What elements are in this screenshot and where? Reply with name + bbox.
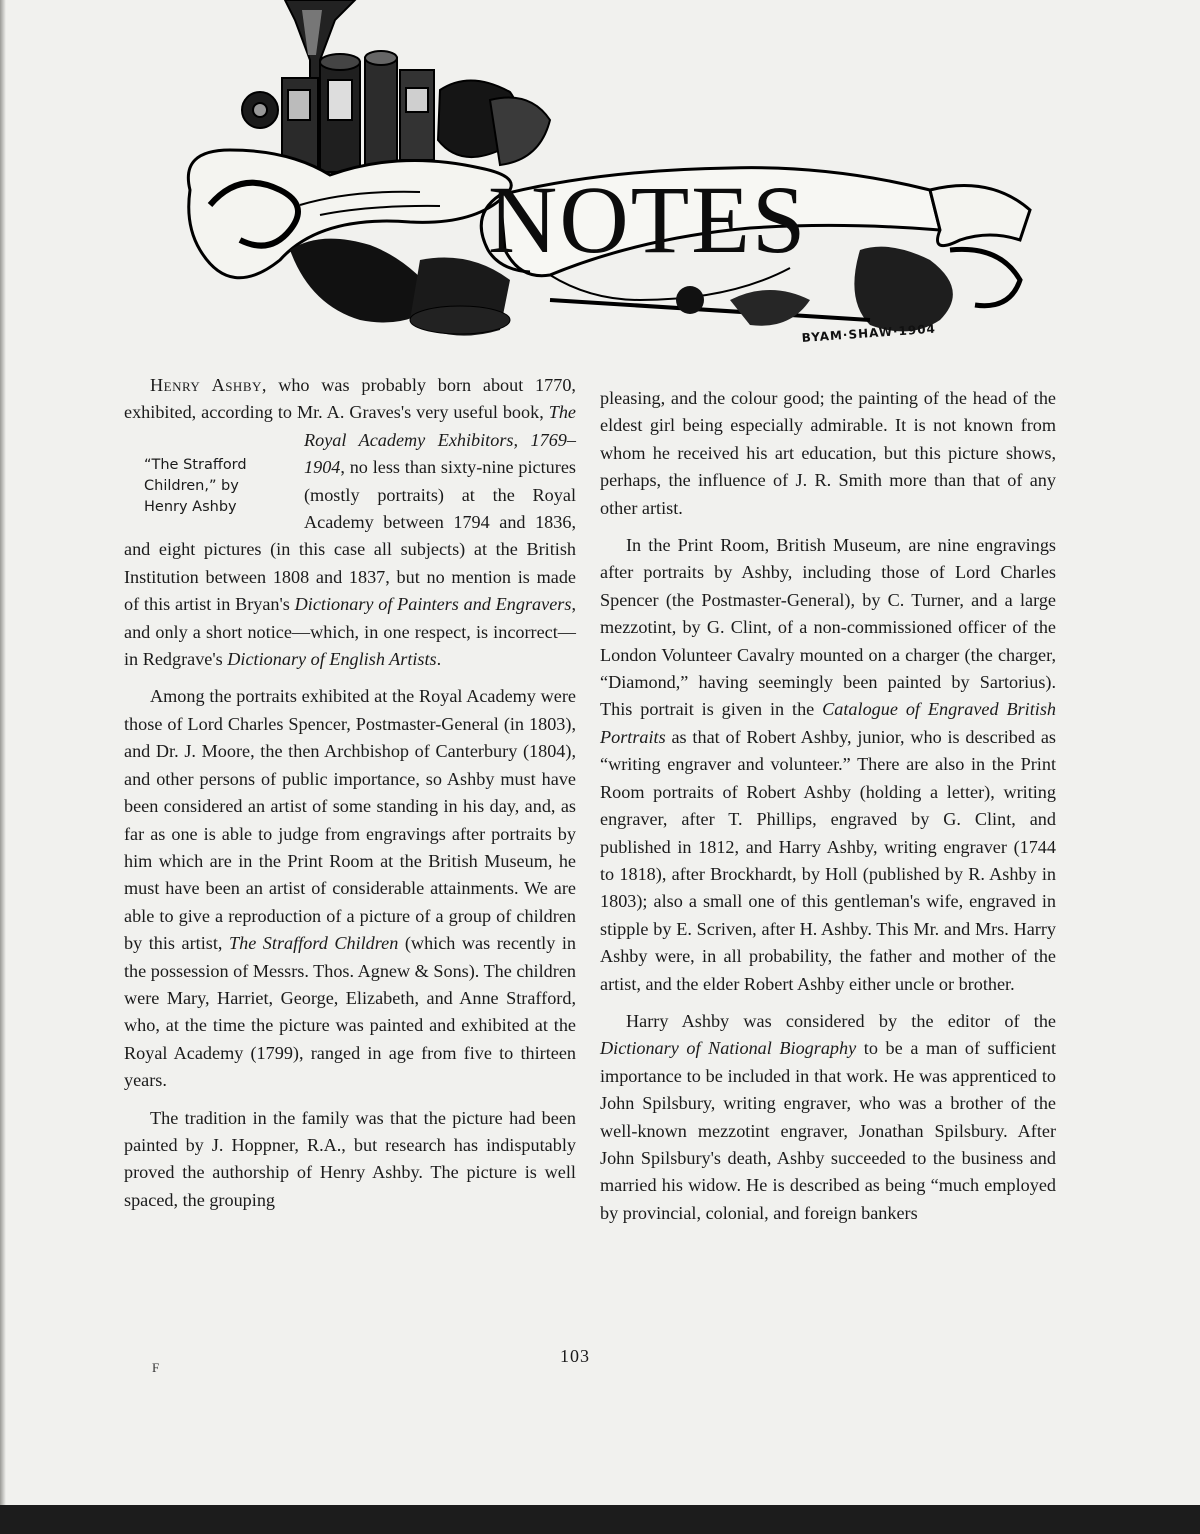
headpiece-illustration xyxy=(170,0,1050,360)
sidenote-caption xyxy=(144,455,284,518)
left-paragraph-3: The tradition in the family was that the picture had been painted by J. Hoppner, R.A., but research has indisputably proved the authorship of Henry Ashby. The picture is well spaced, the grouping xyxy=(124,1107,576,1210)
sidenote-line: Children,” by xyxy=(144,477,239,494)
left-paragraph-2 xyxy=(124,683,576,1094)
artist-signature: BYAM·SHAW·1904 xyxy=(801,321,937,345)
painting-title: The Strafford Children xyxy=(228,933,399,954)
left-paragraph-1 xyxy=(124,372,576,673)
scan-edge-shadow xyxy=(0,1505,1200,1534)
right-paragraph-2 xyxy=(600,532,1056,998)
text-run: (which was recently in the possession of Messrs. Thos. Agnew & Sons). The children were Mary, Harriet, George, Elizabeth, and Anne Strafford, who, at the time the picture was painted and exhibited at the Royal Academy (1799), ranged in age from five to thirteen years. xyxy=(124,933,576,1091)
text-run: In the Print Room, British Museum, are nine engravings after portraits by Ashby, including those of Lord Charles Spencer (the Postmaster-General), by C. Turner, and a large mezzotint, by G. Clint, of a non-commissioned officer of the London Volunteer Cavalry mounted on a charger (the charger, “Diamond,” having seemingly been painted by Sartorius). This portrait is given in the xyxy=(600,535,1056,720)
sidenote-line: “The Strafford xyxy=(144,456,247,473)
book-title: The Royal Academy Exhibitors, 1769–1904 xyxy=(304,402,576,478)
notes-title: NOTES xyxy=(488,166,808,273)
left-column xyxy=(124,372,576,1214)
text-run: Among the portraits exhibited at the Royal Academy were those of Lord Charles Spencer, Postmaster-General (in 1803), and Dr. J. Moore, the then Archbishop of Canterbury (1804), and other persons of public importance, so Ashby must have been considered an artist of some standing in his day, and, as far as one is able to judge from engravings after portraits by him which are in the Print Room at the British Museum, he must have been an artist of considerable attainments. We are able to give a reproduction of a picture of a group of children by this artist, xyxy=(124,686,576,954)
page-number: 103 xyxy=(560,1346,590,1366)
sidenote-line: Henry Ashby xyxy=(144,498,237,515)
notes-headpiece xyxy=(170,0,1050,360)
printer-signature-mark: F xyxy=(152,1360,160,1375)
banner-scroll-right xyxy=(930,186,1030,246)
text-run: to be a man of sufficient importance to be included in that work. He was apprenticed to John Spilsbury, writing engraver, who was a brother of the well-known mezzotint engraver, Jonathan Spilsbury. After John Spilsbury's death, Ashby succeeded to the business and married his widow. He is described as being “much employed by provincial, colonial, and foreign bankers xyxy=(600,1038,1056,1223)
text-run: Harry Ashby was considered by the editor of the xyxy=(626,1010,1056,1031)
right-paragraph-1: pleasing, and the colour good; the painting of the head of the eldest girl being especially admirable. It is not known from whom he received his art education, but this picture shows, perhaps, the influence of J. R. Smith more than that of any other artist. xyxy=(600,388,1056,518)
book-title: Catalogue of Engraved British Portraits xyxy=(600,699,1056,747)
lead-name: Henry Ashby xyxy=(150,375,262,395)
text-run: , who was probably born about 1770, exhibited, according to Mr. A. Graves's very useful book, xyxy=(124,375,576,423)
text-run: , no less than sixty-nine pictures (mostly portraits) at the Royal Academy between 1794 and 1836, and eight pictures (in this case all subjects) at the British Institution between 1808 and 1837, but no mention is made of this artist in Bryan's xyxy=(124,457,576,615)
right-paragraph-3 xyxy=(600,1008,1056,1227)
text-run: . xyxy=(436,649,442,670)
binding-shadow xyxy=(0,0,6,1534)
book-title: Dictionary of English Artists xyxy=(227,649,437,670)
text-run: , and only a short notice—which, in one respect, is incorrect—in Redgrave's xyxy=(124,594,576,670)
right-column xyxy=(600,385,1056,1227)
book-title: Dictionary of Painters and Engravers xyxy=(294,594,572,615)
objects-cluster-illustration xyxy=(242,51,550,172)
text-run: as that of Robert Ashby, junior, who is described as “writing engraver and volunteer.” There are also in the Print Room portraits of Robert Ashby (holding a letter), writing engraver, after T. Phillips, engraved by G. Clint, and published in 1812, and Harry Ashby, writing engraver (1744 to 1818), after Brockhardt, by Holl (published by R. Ashby in 1803); also a small one of this gentleman's wife, engraved in stipple by E. Scriven, after H. Ashby. This Mr. and Mrs. Harry Ashby were, in all probability, the father and mother of the artist, and the elder Robert Ashby either uncle or brother. xyxy=(600,726,1056,994)
book-title: Dictionary of National Biography xyxy=(600,1038,857,1059)
